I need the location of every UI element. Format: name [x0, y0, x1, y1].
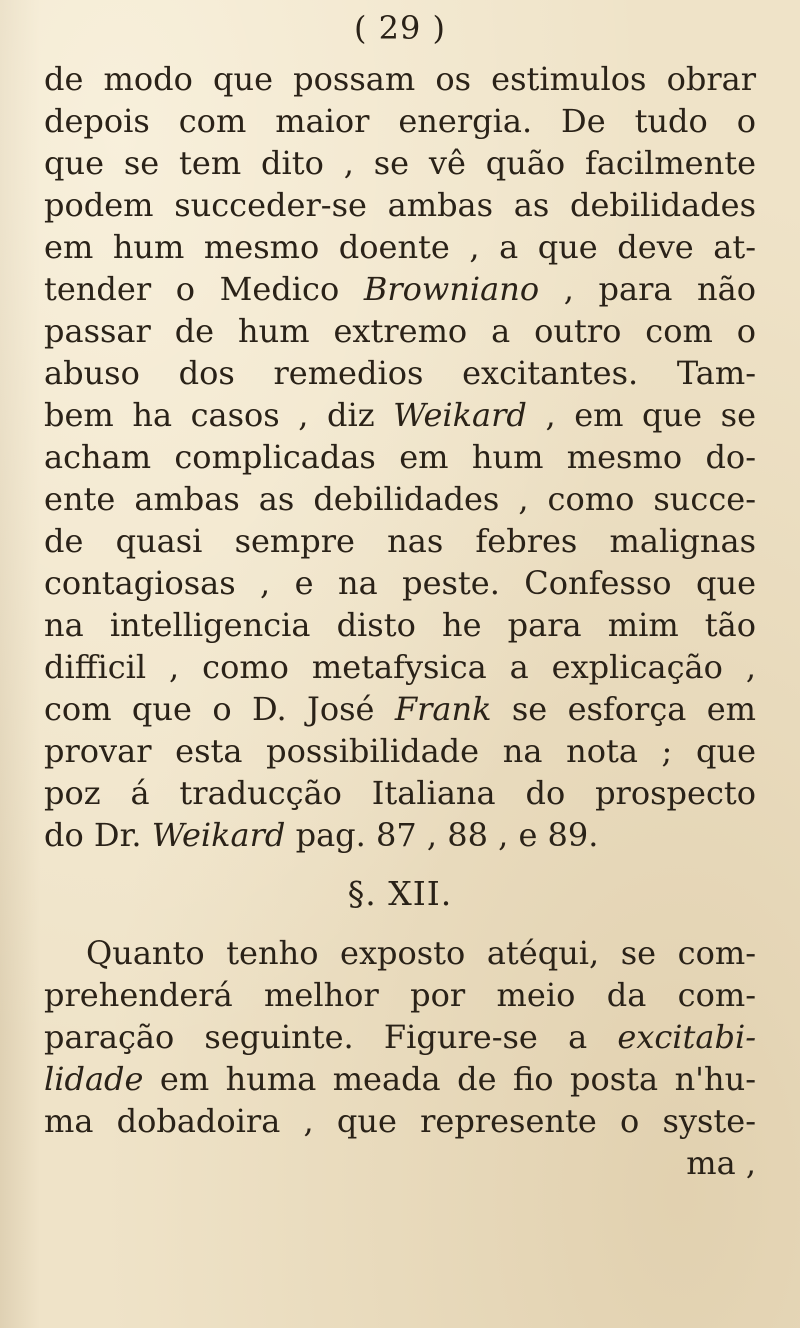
text-line: difficil , como metafysica a explicação ,: [44, 648, 756, 686]
text-line: podem succeder-se ambas as debilidades: [44, 186, 756, 224]
italic-name: Browniano: [363, 270, 540, 308]
text-line: [44, 688, 756, 730]
text-line: [44, 1016, 756, 1058]
text-line: na intelligencia disto he para mim tão: [44, 606, 756, 644]
text-line: ma dobadoira , que represente o syste-: [44, 1102, 756, 1140]
text-line: Quanto tenho exposto atéqui, se com-: [86, 934, 756, 972]
text-line: de quasi sempre nas febres malignas: [44, 522, 756, 560]
text-line: abuso dos remedios excitantes. Tam-: [44, 354, 756, 392]
text-line: [44, 1058, 756, 1100]
paragraph-1: [44, 58, 756, 856]
text-line: [44, 394, 756, 436]
text-line: prehenderá melhor por meio da com-: [44, 976, 756, 1014]
text-run: paração seguinte. Figure-se a: [44, 1018, 618, 1056]
italic-name: Weikard: [151, 816, 286, 854]
text-run: bem ha casos , diz: [44, 396, 394, 434]
text-line: passar de hum extremo a outro com o: [44, 312, 756, 350]
text-line: de modo que possam os estimulos obrar: [44, 60, 756, 98]
text-run: do Dr.: [44, 816, 152, 854]
text-run: , em que se: [526, 396, 757, 434]
text-line: [44, 814, 756, 856]
text-line: [44, 268, 756, 310]
text-run: tender o Medico: [44, 270, 364, 308]
italic-name: Frank: [394, 690, 492, 728]
text-line: acham complicadas em hum mesmo do-: [44, 438, 756, 476]
page-number: ( 29 ): [353, 9, 447, 47]
italic-name: Weikard: [393, 396, 527, 434]
section-heading: §. XII.: [347, 874, 453, 913]
text-run: , para não: [539, 270, 757, 308]
text-line: ente ambas as debilidades , como succe-: [44, 480, 756, 518]
text-line: que se tem dito , se vê quão facilmente: [44, 144, 756, 182]
text-line: provar esta possibilidade na nota ; que: [44, 732, 756, 770]
text-line: depois com maior energia. De tudo o: [44, 102, 756, 140]
text-run: pag. 87 , 88 , e 89.: [285, 816, 599, 854]
text-run: se esforça em: [491, 690, 757, 728]
catchword: ma ,: [686, 1144, 756, 1182]
text-run: com que o D. José: [44, 690, 395, 728]
italic-term: lidade: [44, 1060, 144, 1098]
text-line: em hum mesmo doente , a que deve at-: [44, 228, 756, 266]
text-run: em huma meada de fio posta n'hu-: [143, 1060, 756, 1098]
paragraph-2: [44, 932, 756, 1184]
italic-term: excitabi-: [617, 1018, 756, 1056]
text-line: poz á traducção Italiana do prospecto: [44, 774, 756, 812]
text-line: contagiosas , e na peste. Confesso que: [44, 564, 756, 602]
